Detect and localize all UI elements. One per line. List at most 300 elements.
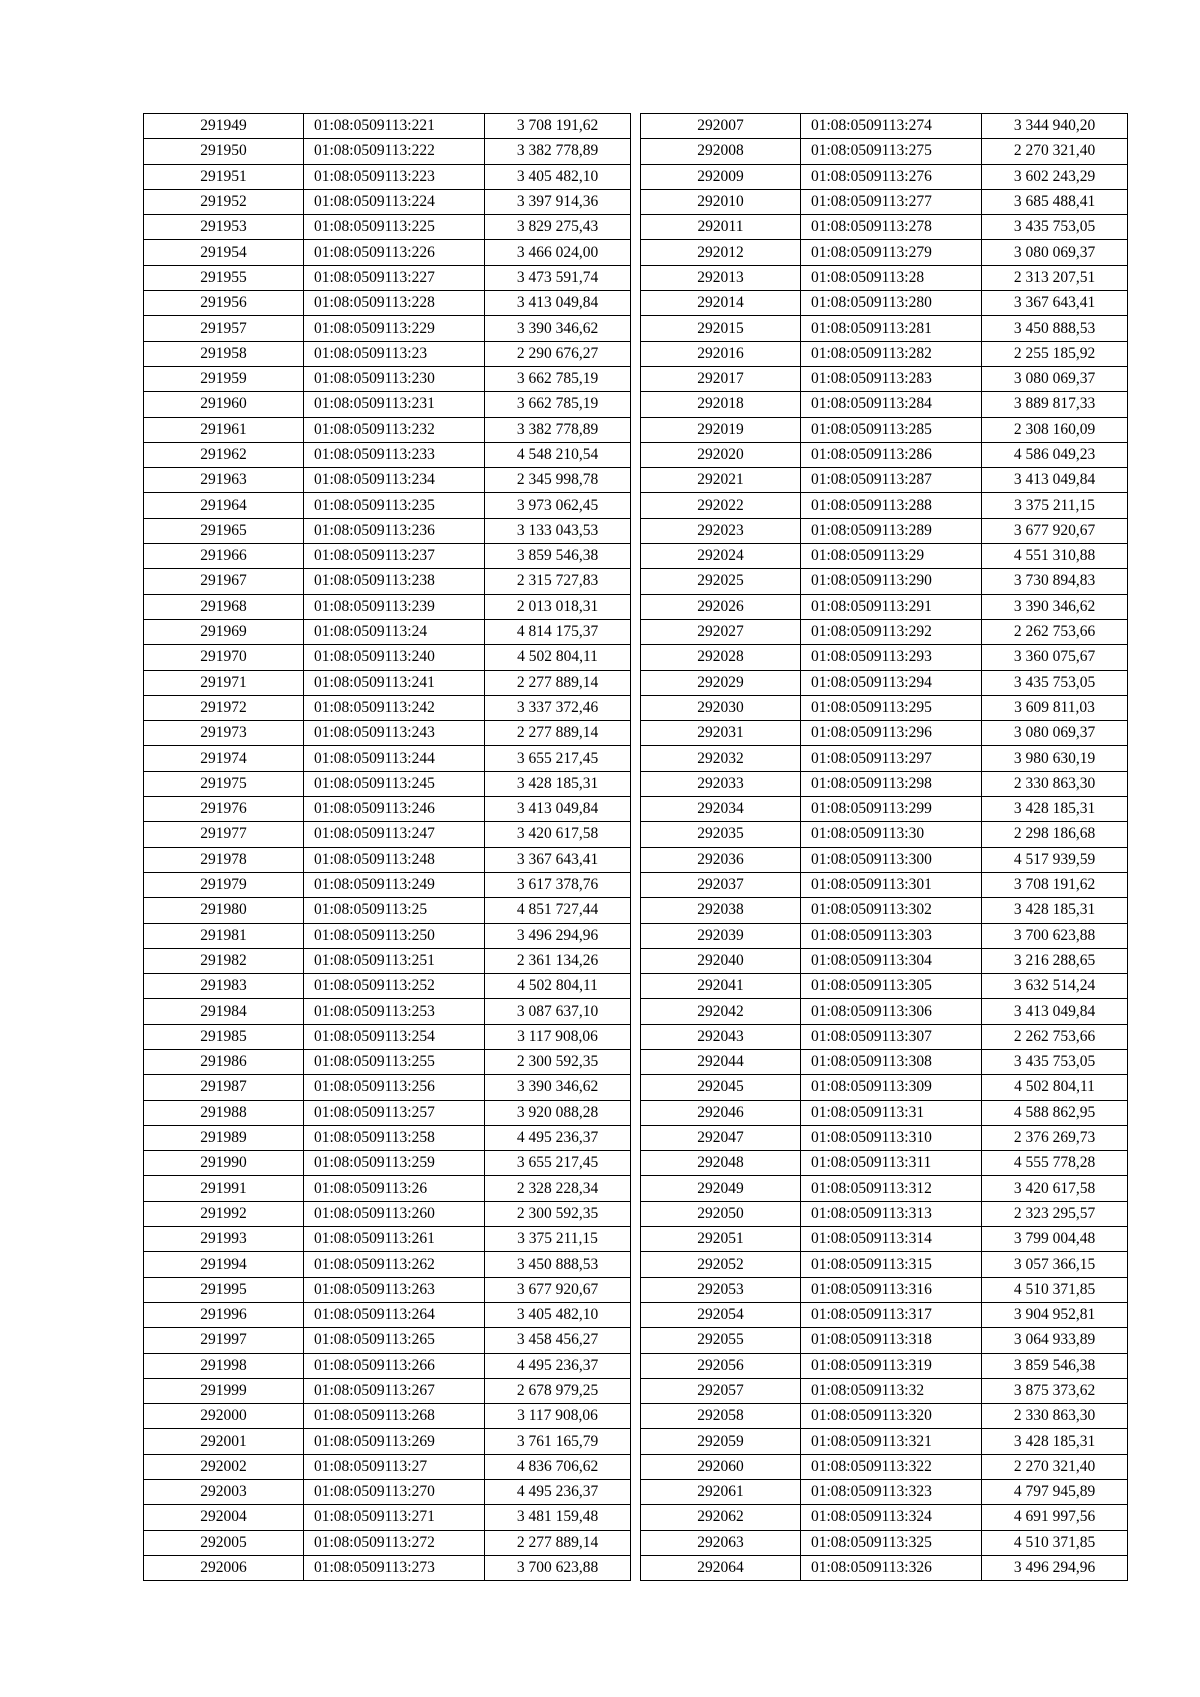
table-row: [144, 1302, 631, 1327]
cadastral-value-cell: 3 662 785,19: [485, 392, 631, 417]
table-row: [641, 1201, 1128, 1226]
row-number-cell: 292034: [641, 797, 801, 822]
cadastral-number-cell: 01:08:0509113:25: [304, 898, 485, 923]
cadastral-number-cell: 01:08:0509113:261: [304, 1227, 485, 1252]
cadastral-number-cell: 01:08:0509113:240: [304, 645, 485, 670]
table-row: [144, 291, 631, 316]
cadastral-value-cell: 3 904 952,81: [982, 1302, 1128, 1327]
table-row: [144, 1505, 631, 1530]
cadastral-value-cell: 2 308 160,09: [982, 417, 1128, 442]
cadastral-number-cell: 01:08:0509113:318: [801, 1328, 982, 1353]
cadastral-number-cell: 01:08:0509113:231: [304, 392, 485, 417]
row-number-cell: 291977: [144, 822, 304, 847]
cadastral-value-cell: 4 495 236,37: [485, 1480, 631, 1505]
cadastral-number-cell: 01:08:0509113:266: [304, 1353, 485, 1378]
cadastral-value-cell: 3 405 482,10: [485, 164, 631, 189]
table-row: [144, 240, 631, 265]
cadastral-value-cell: 3 413 049,84: [982, 999, 1128, 1024]
row-number-cell: 292010: [641, 189, 801, 214]
cadastral-number-cell: 01:08:0509113:244: [304, 746, 485, 771]
table-row: [641, 619, 1128, 644]
cadastral-number-cell: 01:08:0509113:26: [304, 1176, 485, 1201]
cadastral-number-cell: 01:08:0509113:30: [801, 822, 982, 847]
table-row: [641, 442, 1128, 467]
row-number-cell: 292027: [641, 619, 801, 644]
row-number-cell: 292045: [641, 1075, 801, 1100]
cadastral-number-cell: 01:08:0509113:274: [801, 114, 982, 139]
row-number-cell: 291987: [144, 1075, 304, 1100]
cadastral-value-cell: 4 797 945,89: [982, 1480, 1128, 1505]
table-row: [641, 999, 1128, 1024]
table-row: [144, 619, 631, 644]
row-number-cell: 292009: [641, 164, 801, 189]
cadastral-number-cell: 01:08:0509113:305: [801, 974, 982, 999]
cadastral-value-cell: 3 413 049,84: [982, 468, 1128, 493]
cadastral-value-cell: 3 420 617,58: [485, 822, 631, 847]
cadastral-value-cell: 4 836 706,62: [485, 1454, 631, 1479]
cadastral-number-cell: 01:08:0509113:242: [304, 695, 485, 720]
table-row: [144, 898, 631, 923]
table-row: [641, 1530, 1128, 1555]
cadastral-number-cell: 01:08:0509113:250: [304, 923, 485, 948]
cadastral-value-cell: 4 588 862,95: [982, 1100, 1128, 1125]
table-row: [641, 1404, 1128, 1429]
table-row: [641, 1176, 1128, 1201]
cadastral-number-cell: 01:08:0509113:290: [801, 569, 982, 594]
cadastral-value-cell: 3 428 185,31: [485, 771, 631, 796]
row-number-cell: 292043: [641, 1024, 801, 1049]
cadastral-number-cell: 01:08:0509113:288: [801, 493, 982, 518]
cadastral-value-cell: 2 323 295,57: [982, 1201, 1128, 1226]
cadastral-number-cell: 01:08:0509113:303: [801, 923, 982, 948]
cadastral-number-cell: 01:08:0509113:289: [801, 518, 982, 543]
table-row: [144, 544, 631, 569]
cadastral-value-cell: 3 700 623,88: [982, 923, 1128, 948]
row-number-cell: 292038: [641, 898, 801, 923]
cadastral-number-cell: 01:08:0509113:316: [801, 1277, 982, 1302]
table-row: [144, 1227, 631, 1252]
row-number-cell: 291972: [144, 695, 304, 720]
table-row: [641, 1049, 1128, 1074]
table-row: [144, 721, 631, 746]
table-row: [144, 1151, 631, 1176]
row-number-cell: 292028: [641, 645, 801, 670]
cadastral-value-cell: 4 495 236,37: [485, 1125, 631, 1150]
cadastral-number-cell: 01:08:0509113:313: [801, 1201, 982, 1226]
cadastral-value-cell: 3 466 024,00: [485, 240, 631, 265]
cadastral-number-cell: 01:08:0509113:301: [801, 872, 982, 897]
row-number-cell: 291974: [144, 746, 304, 771]
table-row: [641, 746, 1128, 771]
cadastral-number-cell: 01:08:0509113:262: [304, 1252, 485, 1277]
cadastral-value-cell: 3 382 778,89: [485, 417, 631, 442]
cadastral-value-cell: 2 270 321,40: [982, 139, 1128, 164]
cadastral-number-cell: 01:08:0509113:223: [304, 164, 485, 189]
cadastral-number-cell: 01:08:0509113:293: [801, 645, 982, 670]
table-row: [641, 139, 1128, 164]
row-number-cell: 292046: [641, 1100, 801, 1125]
cadastral-number-cell: 01:08:0509113:28: [801, 265, 982, 290]
row-number-cell: 291951: [144, 164, 304, 189]
row-number-cell: 291979: [144, 872, 304, 897]
row-number-cell: 292032: [641, 746, 801, 771]
cadastral-number-cell: 01:08:0509113:279: [801, 240, 982, 265]
cadastral-number-cell: 01:08:0509113:295: [801, 695, 982, 720]
table-row: [641, 1125, 1128, 1150]
row-number-cell: 291973: [144, 721, 304, 746]
row-number-cell: 292011: [641, 215, 801, 240]
cadastral-value-cell: 3 609 811,03: [982, 695, 1128, 720]
cadastral-value-cell: 3 428 185,31: [982, 1429, 1128, 1454]
cadastral-number-cell: 01:08:0509113:306: [801, 999, 982, 1024]
cadastral-number-cell: 01:08:0509113:308: [801, 1049, 982, 1074]
row-number-cell: 291952: [144, 189, 304, 214]
table-row: [144, 392, 631, 417]
row-number-cell: 291984: [144, 999, 304, 1024]
cadastral-number-cell: 01:08:0509113:228: [304, 291, 485, 316]
row-number-cell: 292024: [641, 544, 801, 569]
cadastral-value-cell: 3 360 075,67: [982, 645, 1128, 670]
cadastral-number-cell: 01:08:0509113:236: [304, 518, 485, 543]
cadastral-value-cell: 2 313 207,51: [982, 265, 1128, 290]
cadastral-value-cell: 3 481 159,48: [485, 1505, 631, 1530]
cadastral-value-cell: 2 345 998,78: [485, 468, 631, 493]
table-row: [641, 1328, 1128, 1353]
table-row: [641, 872, 1128, 897]
cadastral-number-cell: 01:08:0509113:234: [304, 468, 485, 493]
cadastral-number-cell: 01:08:0509113:324: [801, 1505, 982, 1530]
cadastral-number-cell: 01:08:0509113:229: [304, 316, 485, 341]
cadastral-value-cell: 3 875 373,62: [982, 1378, 1128, 1403]
table-row: [144, 1024, 631, 1049]
cadastral-number-cell: 01:08:0509113:258: [304, 1125, 485, 1150]
table-row: [144, 948, 631, 973]
row-number-cell: 292029: [641, 670, 801, 695]
table-row: [144, 822, 631, 847]
cadastral-value-cell: 3 133 043,53: [485, 518, 631, 543]
row-number-cell: 291959: [144, 366, 304, 391]
cadastral-number-cell: 01:08:0509113:232: [304, 417, 485, 442]
table-row: [144, 594, 631, 619]
table-row: [641, 923, 1128, 948]
cadastral-value-cell: 3 390 346,62: [982, 594, 1128, 619]
cadastral-number-cell: 01:08:0509113:310: [801, 1125, 982, 1150]
cadastral-value-cell: 3 799 004,48: [982, 1227, 1128, 1252]
cadastral-number-cell: 01:08:0509113:299: [801, 797, 982, 822]
row-number-cell: 292044: [641, 1049, 801, 1074]
cadastral-value-cell: 3 087 637,10: [485, 999, 631, 1024]
table-row: [144, 746, 631, 771]
cadastral-value-cell: 2 277 889,14: [485, 1530, 631, 1555]
row-number-cell: 292012: [641, 240, 801, 265]
cadastral-number-cell: 01:08:0509113:267: [304, 1378, 485, 1403]
table-row: [144, 1530, 631, 1555]
table-row: [641, 771, 1128, 796]
cadastral-number-cell: 01:08:0509113:292: [801, 619, 982, 644]
cadastral-value-cell: 3 390 346,62: [485, 1075, 631, 1100]
cadastral-number-cell: 01:08:0509113:269: [304, 1429, 485, 1454]
cadastral-number-cell: 01:08:0509113:312: [801, 1176, 982, 1201]
row-number-cell: 291992: [144, 1201, 304, 1226]
cadastral-number-cell: 01:08:0509113:243: [304, 721, 485, 746]
row-number-cell: 292007: [641, 114, 801, 139]
cadastral-value-cell: 4 502 804,11: [485, 974, 631, 999]
row-number-cell: 292017: [641, 366, 801, 391]
row-number-cell: 291968: [144, 594, 304, 619]
cadastral-number-cell: 01:08:0509113:302: [801, 898, 982, 923]
cadastral-number-cell: 01:08:0509113:256: [304, 1075, 485, 1100]
cadastral-value-cell: 3 375 211,15: [485, 1227, 631, 1252]
row-number-cell: 292014: [641, 291, 801, 316]
table-row: [641, 1378, 1128, 1403]
cadastral-number-cell: 01:08:0509113:317: [801, 1302, 982, 1327]
row-number-cell: 291954: [144, 240, 304, 265]
row-number-cell: 291976: [144, 797, 304, 822]
table-row: [144, 1480, 631, 1505]
table-row: [641, 1075, 1128, 1100]
cadastral-value-cell: 3 064 933,89: [982, 1328, 1128, 1353]
cadastral-number-cell: 01:08:0509113:322: [801, 1454, 982, 1479]
cadastral-value-cell: 3 662 785,19: [485, 366, 631, 391]
row-number-cell: 291982: [144, 948, 304, 973]
cadastral-number-cell: 01:08:0509113:23: [304, 341, 485, 366]
cadastral-number-cell: 01:08:0509113:32: [801, 1378, 982, 1403]
row-number-cell: 291969: [144, 619, 304, 644]
row-number-cell: 292049: [641, 1176, 801, 1201]
table-row: [144, 1353, 631, 1378]
cadastral-value-cell: 4 691 997,56: [982, 1505, 1128, 1530]
row-number-cell: 291970: [144, 645, 304, 670]
table-row: [641, 721, 1128, 746]
cadastral-value-cell: 3 655 217,45: [485, 1151, 631, 1176]
cadastral-value-cell: 2 330 863,30: [982, 1404, 1128, 1429]
row-number-cell: 292005: [144, 1530, 304, 1555]
cadastral-number-cell: 01:08:0509113:227: [304, 265, 485, 290]
table-row: [641, 114, 1128, 139]
table-row: [144, 366, 631, 391]
cadastral-number-cell: 01:08:0509113:281: [801, 316, 982, 341]
row-number-cell: 291961: [144, 417, 304, 442]
row-number-cell: 292030: [641, 695, 801, 720]
cadastral-number-cell: 01:08:0509113:252: [304, 974, 485, 999]
table-row: [641, 822, 1128, 847]
cadastral-value-cell: 3 435 753,05: [982, 670, 1128, 695]
row-number-cell: 291988: [144, 1100, 304, 1125]
registry-table-right-body: [641, 114, 1128, 1581]
row-number-cell: 292059: [641, 1429, 801, 1454]
table-row: [144, 569, 631, 594]
row-number-cell: 291950: [144, 139, 304, 164]
row-number-cell: 291963: [144, 468, 304, 493]
table-row: [144, 493, 631, 518]
cadastral-number-cell: 01:08:0509113:283: [801, 366, 982, 391]
cadastral-number-cell: 01:08:0509113:233: [304, 442, 485, 467]
cadastral-number-cell: 01:08:0509113:31: [801, 1100, 982, 1125]
cadastral-value-cell: 3 859 546,38: [485, 544, 631, 569]
cadastral-value-cell: 4 510 371,85: [982, 1277, 1128, 1302]
cadastral-value-cell: 3 367 643,41: [485, 847, 631, 872]
table-row: [641, 1302, 1128, 1327]
registry-table-right: [640, 113, 1128, 1581]
cadastral-value-cell: 3 708 191,62: [982, 872, 1128, 897]
cadastral-number-cell: 01:08:0509113:254: [304, 1024, 485, 1049]
cadastral-number-cell: 01:08:0509113:276: [801, 164, 982, 189]
cadastral-value-cell: 3 216 288,65: [982, 948, 1128, 973]
cadastral-number-cell: 01:08:0509113:273: [304, 1555, 485, 1580]
table-row: [641, 1252, 1128, 1277]
cadastral-value-cell: 3 920 088,28: [485, 1100, 631, 1125]
table-row: [144, 417, 631, 442]
cadastral-value-cell: 3 435 753,05: [982, 215, 1128, 240]
cadastral-value-cell: 3 397 914,36: [485, 189, 631, 214]
cadastral-value-cell: 2 361 134,26: [485, 948, 631, 973]
row-number-cell: 292026: [641, 594, 801, 619]
table-row: [144, 695, 631, 720]
table-row: [144, 1378, 631, 1403]
table-row: [641, 493, 1128, 518]
cadastral-value-cell: 3 889 817,33: [982, 392, 1128, 417]
cadastral-value-cell: 2 298 186,68: [982, 822, 1128, 847]
table-row: [144, 1075, 631, 1100]
table-row: [144, 1555, 631, 1580]
table-row: [144, 771, 631, 796]
row-number-cell: 292013: [641, 265, 801, 290]
row-number-cell: 291993: [144, 1227, 304, 1252]
row-number-cell: 292022: [641, 493, 801, 518]
row-number-cell: 292025: [641, 569, 801, 594]
table-row: [641, 1100, 1128, 1125]
cadastral-number-cell: 01:08:0509113:248: [304, 847, 485, 872]
table-row: [641, 417, 1128, 442]
cadastral-value-cell: 3 458 456,27: [485, 1328, 631, 1353]
cadastral-value-cell: 3 344 940,20: [982, 114, 1128, 139]
cadastral-value-cell: 2 255 185,92: [982, 341, 1128, 366]
table-row: [144, 1454, 631, 1479]
row-number-cell: 291997: [144, 1328, 304, 1353]
table-row: [641, 1429, 1128, 1454]
cadastral-number-cell: 01:08:0509113:238: [304, 569, 485, 594]
row-number-cell: 292041: [641, 974, 801, 999]
table-row: [144, 316, 631, 341]
cadastral-number-cell: 01:08:0509113:255: [304, 1049, 485, 1074]
table-row: [144, 341, 631, 366]
table-row: [144, 1125, 631, 1150]
cadastral-value-cell: 3 496 294,96: [485, 923, 631, 948]
cadastral-number-cell: 01:08:0509113:27: [304, 1454, 485, 1479]
cadastral-number-cell: 01:08:0509113:235: [304, 493, 485, 518]
table-row: [641, 1454, 1128, 1479]
table-row: [641, 544, 1128, 569]
row-number-cell: 292051: [641, 1227, 801, 1252]
cadastral-value-cell: 4 548 210,54: [485, 442, 631, 467]
table-row: [144, 1404, 631, 1429]
cadastral-value-cell: 2 013 018,31: [485, 594, 631, 619]
row-number-cell: 292035: [641, 822, 801, 847]
row-number-cell: 292048: [641, 1151, 801, 1176]
row-number-cell: 292047: [641, 1125, 801, 1150]
cadastral-value-cell: 3 390 346,62: [485, 316, 631, 341]
cadastral-value-cell: 3 420 617,58: [982, 1176, 1128, 1201]
row-number-cell: 292056: [641, 1353, 801, 1378]
table-row: [641, 1480, 1128, 1505]
row-number-cell: 291960: [144, 392, 304, 417]
table-row: [641, 1555, 1128, 1580]
table-row: [144, 189, 631, 214]
cadastral-value-cell: 3 117 908,06: [485, 1404, 631, 1429]
row-number-cell: 291996: [144, 1302, 304, 1327]
row-number-cell: 291967: [144, 569, 304, 594]
row-number-cell: 292031: [641, 721, 801, 746]
cadastral-value-cell: 4 517 939,59: [982, 847, 1128, 872]
cadastral-value-cell: 2 678 979,25: [485, 1378, 631, 1403]
table-row: [641, 594, 1128, 619]
row-number-cell: 291994: [144, 1252, 304, 1277]
cadastral-number-cell: 01:08:0509113:264: [304, 1302, 485, 1327]
table-row: [641, 695, 1128, 720]
cadastral-value-cell: 3 413 049,84: [485, 291, 631, 316]
cadastral-value-cell: 2 376 269,73: [982, 1125, 1128, 1150]
cadastral-number-cell: 01:08:0509113:224: [304, 189, 485, 214]
cadastral-number-cell: 01:08:0509113:307: [801, 1024, 982, 1049]
cadastral-value-cell: 2 262 753,66: [982, 619, 1128, 644]
row-number-cell: 292003: [144, 1480, 304, 1505]
cadastral-number-cell: 01:08:0509113:221: [304, 114, 485, 139]
table-row: [641, 240, 1128, 265]
table-row: [144, 139, 631, 164]
cadastral-value-cell: 2 277 889,14: [485, 670, 631, 695]
table-row: [641, 670, 1128, 695]
table-row: [144, 518, 631, 543]
table-row: [641, 645, 1128, 670]
row-number-cell: 291962: [144, 442, 304, 467]
table-row: [144, 442, 631, 467]
table-row: [641, 518, 1128, 543]
cadastral-value-cell: 3 375 211,15: [982, 493, 1128, 518]
cadastral-number-cell: 01:08:0509113:225: [304, 215, 485, 240]
cadastral-number-cell: 01:08:0509113:237: [304, 544, 485, 569]
cadastral-number-cell: 01:08:0509113:284: [801, 392, 982, 417]
cadastral-number-cell: 01:08:0509113:263: [304, 1277, 485, 1302]
table-row: [641, 1151, 1128, 1176]
row-number-cell: 292021: [641, 468, 801, 493]
cadastral-value-cell: 3 435 753,05: [982, 1049, 1128, 1074]
cadastral-value-cell: 4 495 236,37: [485, 1353, 631, 1378]
table-row: [144, 215, 631, 240]
row-number-cell: 291975: [144, 771, 304, 796]
cadastral-number-cell: 01:08:0509113:297: [801, 746, 982, 771]
cadastral-number-cell: 01:08:0509113:230: [304, 366, 485, 391]
row-number-cell: 292015: [641, 316, 801, 341]
cadastral-number-cell: 01:08:0509113:282: [801, 341, 982, 366]
row-number-cell: 292040: [641, 948, 801, 973]
table-row: [144, 1049, 631, 1074]
table-row: [641, 898, 1128, 923]
cadastral-number-cell: 01:08:0509113:296: [801, 721, 982, 746]
cadastral-number-cell: 01:08:0509113:277: [801, 189, 982, 214]
cadastral-number-cell: 01:08:0509113:265: [304, 1328, 485, 1353]
table-row: [144, 1100, 631, 1125]
cadastral-value-cell: 2 315 727,83: [485, 569, 631, 594]
cadastral-value-cell: 2 277 889,14: [485, 721, 631, 746]
cadastral-number-cell: 01:08:0509113:275: [801, 139, 982, 164]
cadastral-number-cell: 01:08:0509113:226: [304, 240, 485, 265]
cadastral-value-cell: 3 367 643,41: [982, 291, 1128, 316]
table-row: [641, 291, 1128, 316]
row-number-cell: 292033: [641, 771, 801, 796]
row-number-cell: 292037: [641, 872, 801, 897]
table-row: [641, 1505, 1128, 1530]
table-row: [144, 1201, 631, 1226]
